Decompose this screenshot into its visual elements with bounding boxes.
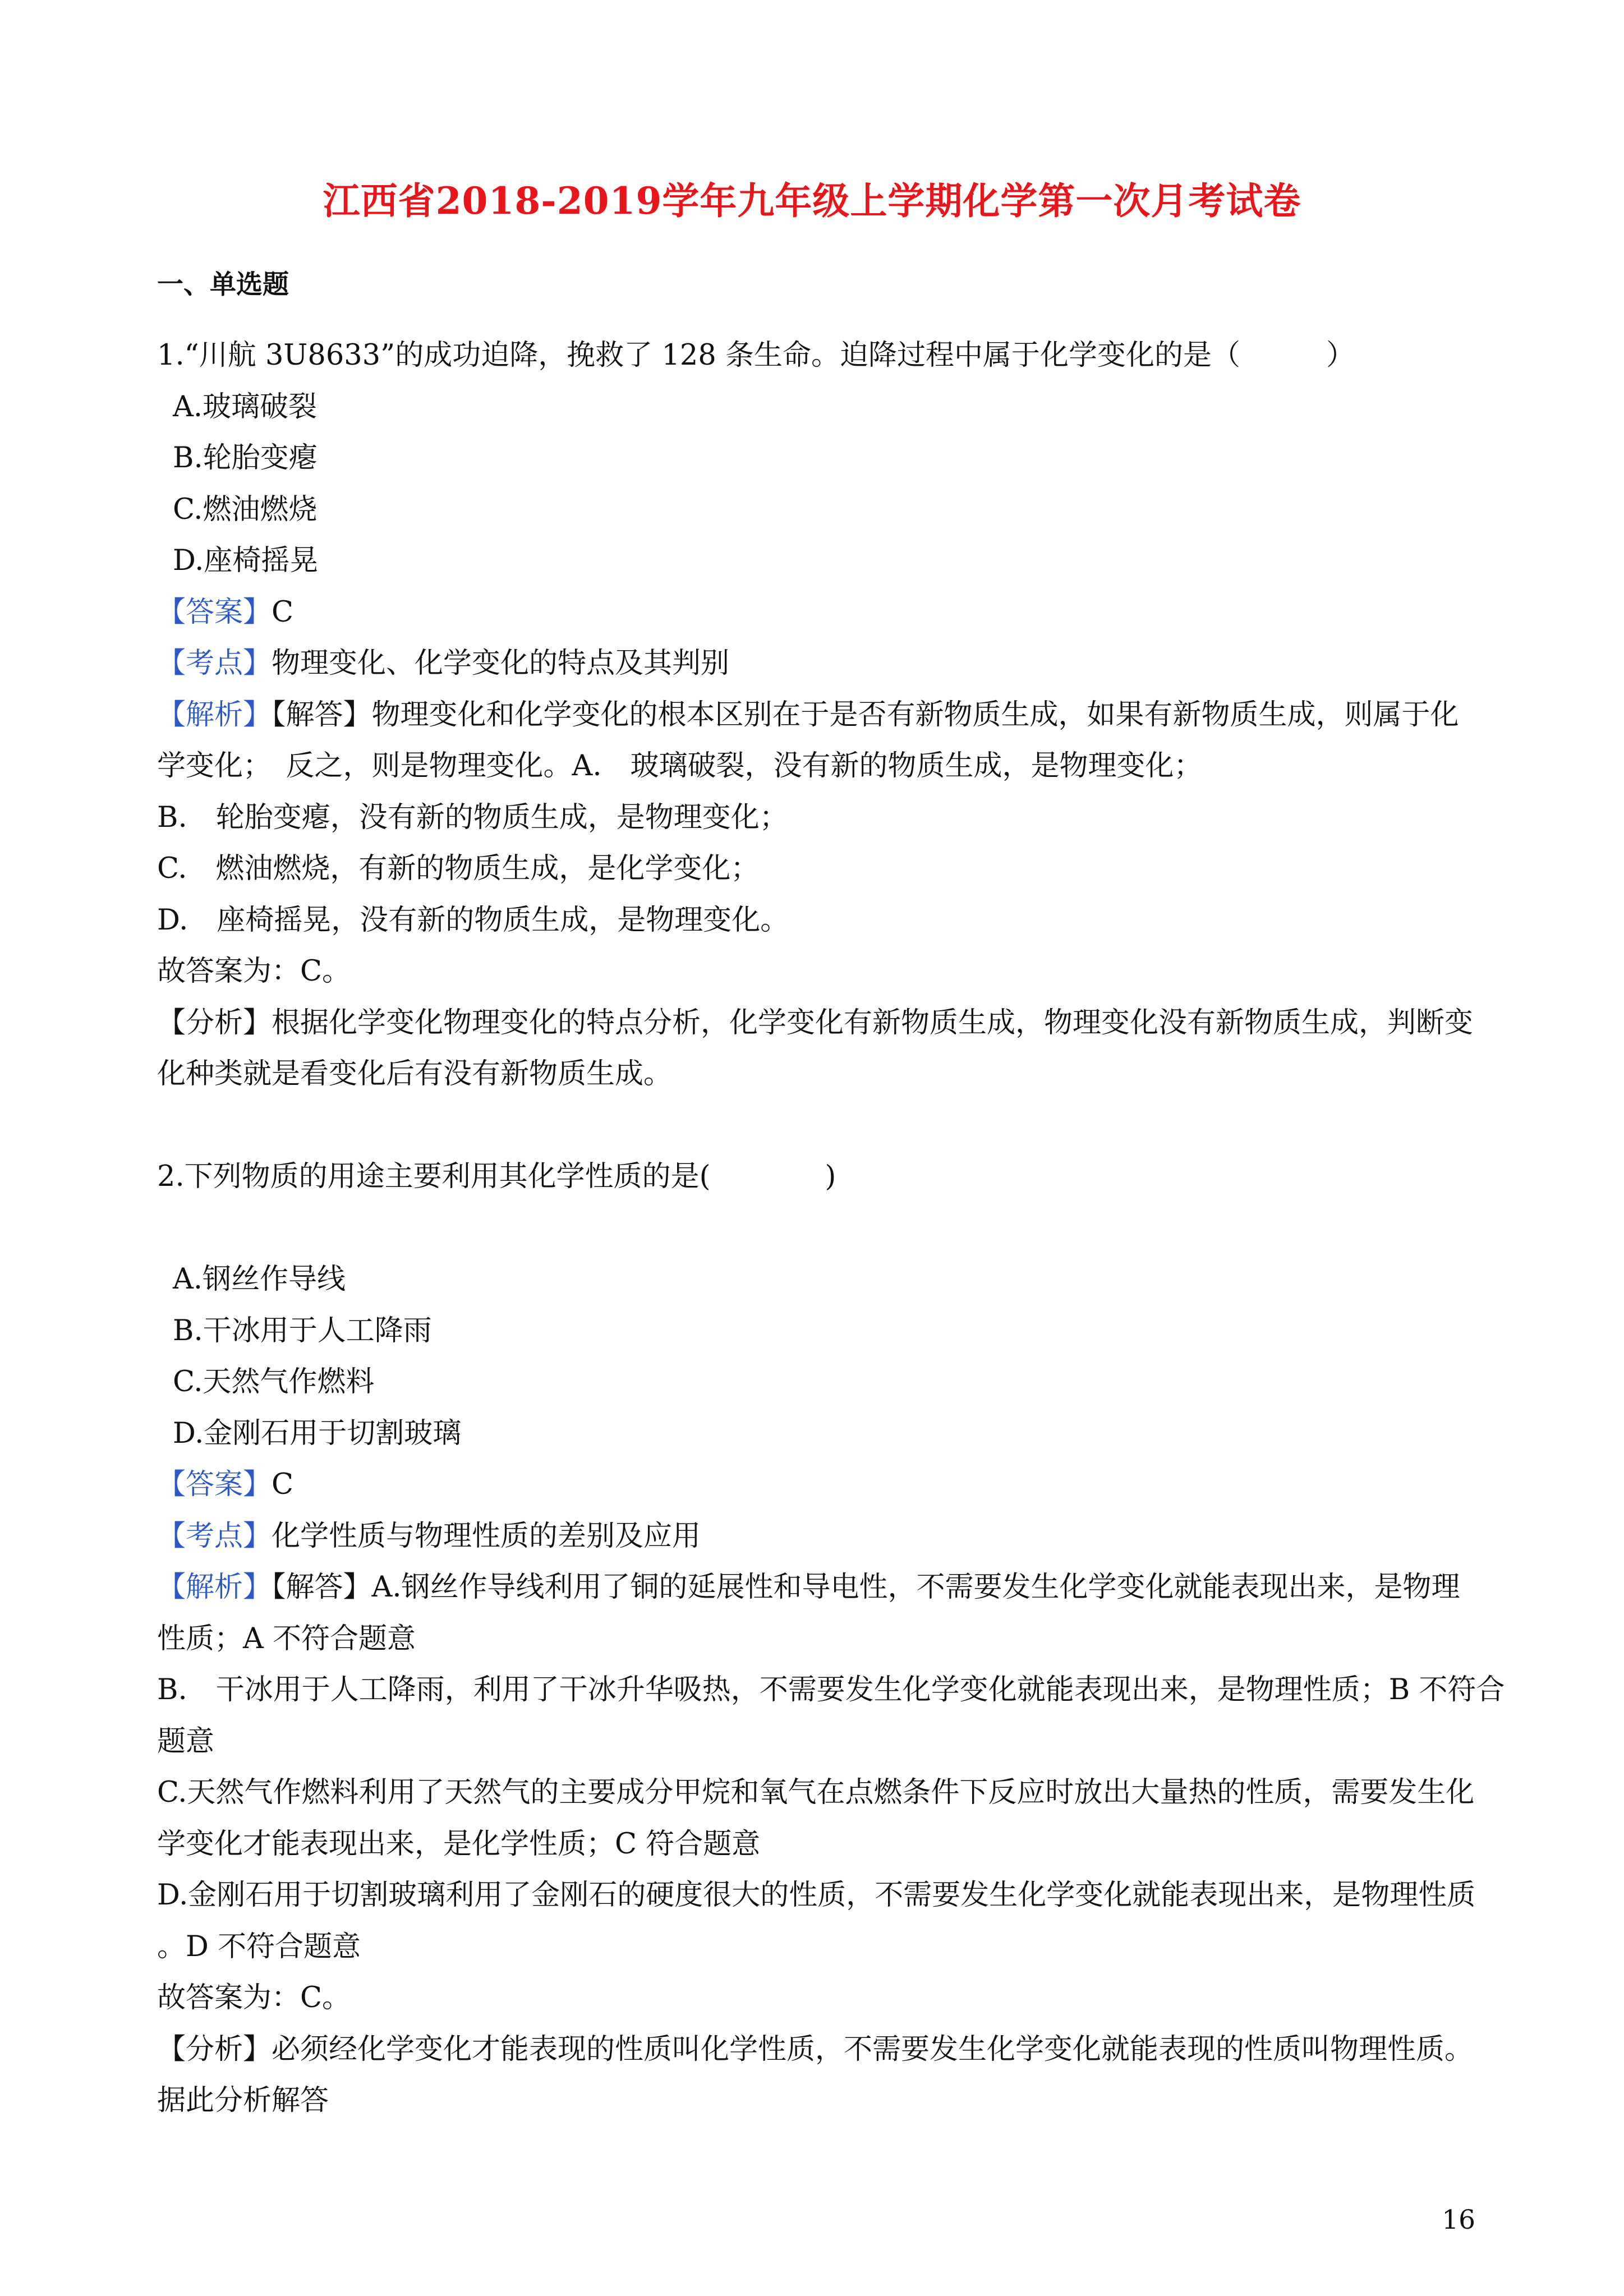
analysis-tag: 【解析】 [157,1571,272,1604]
point-line [157,1511,1481,1562]
analysis-line [157,1562,1481,1613]
point-tag: 【考点】 [157,647,272,680]
analysis-line: 学变化才能表现出来，是化学性质；C 符合题意 [157,1827,761,1861]
question-stem: 1.“川航 3U8633”的成功迫降，挽救了 128 条生命。迫降过程中属于化学变化的是（ ） [157,339,1355,372]
answer-line [157,1459,1481,1511]
analysis-line: 。D 不符合题意 [157,1930,361,1963]
analysis-text: 【解答】A.钢丝作导线利用了铜的延展性和导电性，不需要发生化学变化就能表现出来，是物理 [272,1571,1460,1604]
option-b: B.干冰用于人工降雨 [173,1314,432,1347]
summary-line: 化种类就是看变化后有没有新物质生成。 [157,1057,673,1091]
point-value: 物理变化、化学变化的特点及其判别 [272,647,730,680]
final-answer-line: 故答案为：C。 [157,1981,351,2014]
point-tag: 【考点】 [157,1519,272,1553]
analysis-line: 学变化； 反之，则是物理变化。A. 玻璃破裂，没有新的物质生成，是物理变化； [157,749,1203,783]
question-list [157,330,1505,2127]
option-a: A.玻璃破裂 [173,390,318,424]
analysis-line [157,689,1481,741]
analysis-tag: 【解析】 [157,698,272,731]
final-answer-line: 故答案为：C。 [157,955,351,988]
page-title: 江西省2018-2019学年九年级上学期化学第一次月考试卷 [323,179,1301,223]
option-c: C.天然气作燃料 [173,1365,375,1398]
answer-line [157,587,1481,638]
summary-line: 【分析】根据化学变化物理变化的特点分析，化学变化有新物质生成，物理变化没有新物质生成，判断变 [157,1006,1474,1039]
analysis-line: B. 干冰用于人工降雨，利用了干冰升华吸热，不需要发生化学变化就能表现出来，是物理性质；B 不符合 [157,1673,1505,1706]
option-d: D.座椅摇晃 [173,544,319,577]
answer-tag: 【答案】 [157,595,272,629]
analysis-line: C. 燃油燃烧，有新的物质生成，是化学变化； [157,852,760,885]
section-heading: 一、单选题 [157,269,289,300]
answer-tag: 【答案】 [157,1468,272,1501]
analysis-line: 性质；A 不符合题意 [157,1622,416,1655]
summary-line: 【分析】必须经化学变化才能表现的性质叫化学性质，不需要发生化学变化就能表现的性质叫物理性质。 [157,2032,1474,2066]
option-b: B.轮胎变瘪 [173,441,318,475]
analysis-line: D.金刚石用于切割玻璃利用了金刚石的硬度很大的性质，不需要发生化学变化就能表现出来，是物理性质 [157,1879,1476,1912]
option-c: C.燃油燃烧 [173,493,318,526]
option-a: A.钢丝作导线 [173,1263,346,1296]
summary-line: 据此分析解答 [157,2084,329,2117]
analysis-line: 题意 [157,1724,215,1758]
page-number: 16 [1442,2205,1475,2235]
analysis-text: 【解答】物理变化和化学变化的根本区别在于是否有新物质生成，如果有新物质生成，则属于化 [272,698,1459,731]
answer-value: C [272,1468,294,1501]
analysis-line: C.天然气作燃料利用了天然气的主要成分甲烷和氧气在点燃条件下反应时放出大量热的性质，需要发生化 [157,1776,1475,1809]
analysis-line: D. 座椅摇晃，没有新的物质生成，是物理变化。 [157,903,789,937]
option-d: D.金刚石用于切割玻璃 [173,1416,462,1450]
point-line [157,638,1481,689]
answer-value: C [272,595,294,629]
question-stem: 2.下列物质的用途主要利用其化学性质的是( ) [157,1160,836,1193]
analysis-line: B. 轮胎变瘪，没有新的物质生成，是物理变化； [157,800,788,834]
point-value: 化学性质与物理性质的差别及应用 [272,1519,701,1553]
